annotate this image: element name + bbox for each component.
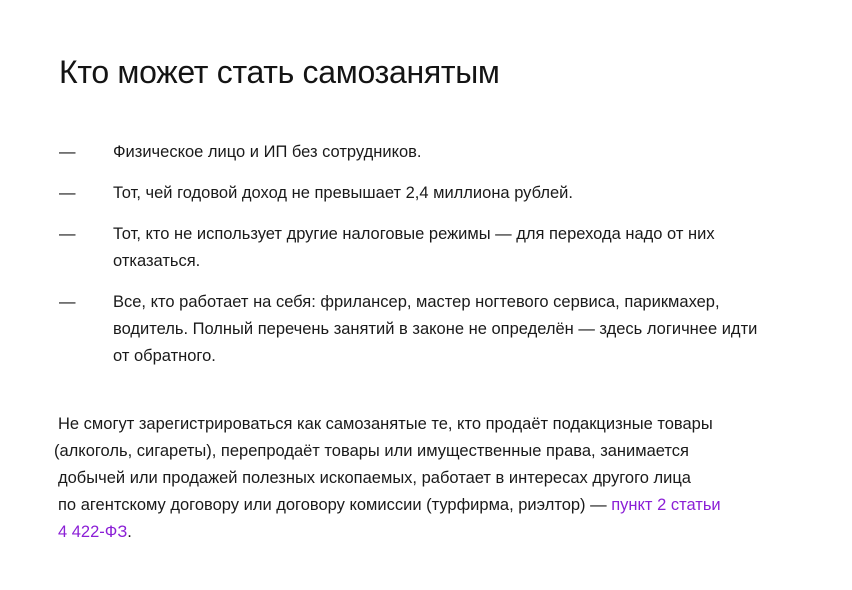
- section-title: Кто может стать самозанятым: [59, 54, 500, 90]
- list-item-line: отказаться.: [113, 252, 201, 270]
- list-bullet: —: [59, 293, 76, 311]
- paragraph-line: [54, 492, 794, 519]
- law-reference-link[interactable]: 4 422-ФЗ: [58, 523, 128, 541]
- list-bullet: —: [59, 184, 76, 202]
- paragraph-line: (алкоголь, сигареты), перепродаёт товары или имущественные права, занимается: [54, 442, 689, 460]
- list-item-text: [113, 289, 813, 370]
- eligibility-list: [0, 139, 852, 384]
- list-item: [0, 180, 852, 207]
- list-item-text: [113, 221, 813, 275]
- list-item-line: Физическое лицо и ИП без сотрудников.: [113, 143, 422, 161]
- list-bullet: —: [59, 143, 76, 161]
- list-item-text: [113, 180, 813, 207]
- list-item-line: водитель. Полный перечень занятий в законе не определён — здесь логичнее идти: [113, 320, 758, 338]
- law-reference-link[interactable]: пункт 2 статьи: [611, 496, 721, 514]
- list-item: [0, 139, 852, 166]
- paragraph-line: [54, 519, 794, 546]
- list-item-line: Все, кто работает на себя: фрилансер, мастер ногтевого сервиса, парикмахер,: [113, 293, 720, 311]
- list-item-line: Тот, кто не использует другие налоговые режимы — для перехода надо от них: [113, 225, 715, 243]
- paragraph-line: Не смогут зарегистрироваться как самозанятые те, кто продаёт подакцизные товары: [58, 415, 713, 433]
- list-item-line: Тот, чей годовой доход не превышает 2,4 миллиона рублей.: [113, 184, 573, 202]
- list-item: [0, 289, 852, 370]
- paragraph-line-text: по агентскому договору или договору комиссии (турфирма, риэлтор) —: [58, 496, 612, 514]
- list-item: [0, 221, 852, 275]
- list-item-text: [113, 139, 813, 166]
- paragraph-line: добычей или продажей полезных ископаемых, работает в интересах другого лица: [58, 469, 691, 487]
- list-bullet: —: [59, 225, 76, 243]
- restrictions-paragraph: [54, 411, 794, 546]
- paragraph-end: .: [127, 523, 132, 541]
- list-item-line: от обратного.: [113, 347, 216, 365]
